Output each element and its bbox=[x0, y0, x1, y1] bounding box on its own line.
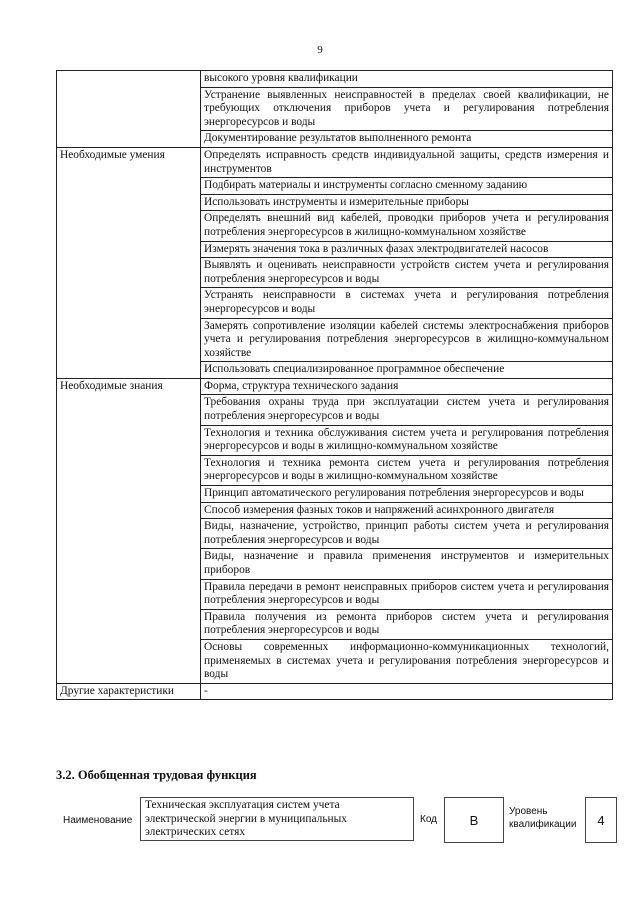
row-group-label: Необходимые умения bbox=[57, 147, 201, 378]
row-text: Правила получения из ремонта приборов систем учета и регулирования потребления энергоресурсов и воды bbox=[201, 609, 613, 639]
row-text: Устранение выявленных неисправностей в пределах своей квалификации, не требующих отключения приборов учета и регулирования потребления энергоресурсов и воды bbox=[201, 87, 613, 131]
name-label: Наименование bbox=[63, 815, 133, 826]
row-text: Требования охраны труда при эксплуатации систем учета и регулирования потребления энергоресурсов и воды bbox=[201, 395, 613, 425]
row-text: Выявлять и оценивать неисправности устройств систем учета и регулирования потребления энергоресурсов и воды bbox=[201, 258, 613, 288]
function-code-field: B bbox=[444, 797, 504, 843]
row-text: высокого уровня квалификации bbox=[201, 71, 613, 88]
row-text: Виды, назначение и правила применения инструментов и измерительных приборов bbox=[201, 549, 613, 579]
row-text: Способ измерения фазных токов и напряжений асинхронного двигателя bbox=[201, 502, 613, 519]
row-text: Основы современных информационно-коммуникационных технологий, применяемых в системах учета и регулирования потребления энергоресурсов и воды bbox=[201, 639, 613, 683]
page-number: 9 bbox=[317, 44, 323, 56]
row-text: Устранять неисправности в системах учета и регулирования потребления энергоресурсов и воды bbox=[201, 288, 613, 318]
row-text: Использовать инструменты и измерительные приборы bbox=[201, 194, 613, 211]
code-label: Код bbox=[420, 814, 438, 825]
row-text: Документирование результатов выполненного ремонта bbox=[201, 131, 613, 148]
row-group-label bbox=[57, 71, 201, 148]
table-row bbox=[57, 378, 613, 395]
row-text: - bbox=[201, 683, 613, 700]
table-row bbox=[57, 71, 613, 88]
table-row bbox=[57, 147, 613, 177]
row-text: Правила передачи в ремонт неисправных приборов систем учета и регулирования потребления энергоресурсов и воды bbox=[201, 579, 613, 609]
row-text: Определять исправность средств индивидуальной защиты, средств измерения и инструментов bbox=[201, 147, 613, 177]
level-label-line1: Уровень bbox=[509, 806, 548, 817]
qualification-level-field: 4 bbox=[585, 797, 617, 843]
table-row bbox=[57, 683, 613, 700]
row-text: Определять внешний вид кабелей, проводки приборов учета и регулирования потребления энергоресурсов в жилищно-коммунальном хозяйстве bbox=[201, 211, 613, 241]
row-text: Технология и техника ремонта систем учета и регулирования потребления энергоресурсов и воды в жилищно-коммунальном хозяйстве bbox=[201, 455, 613, 485]
row-text: Использовать специализированное программное обеспечение bbox=[201, 362, 613, 379]
row-text: Замерять сопротивление изоляции кабелей системы электроснабжения приборов учета и регулирования потребления энергоресурсов в жилищно-коммунальном хозяйстве bbox=[201, 318, 613, 362]
level-label-line2: квалификации bbox=[509, 819, 577, 830]
row-text: Измерять значения тока в различных фазах электродвигателей насосов bbox=[201, 241, 613, 258]
competency-table bbox=[56, 70, 613, 700]
row-text: Технология и техника обслуживания систем учета и регулирования потребления энергоресурсов и воды в жилищно-коммунальном хозяйстве bbox=[201, 425, 613, 455]
row-group-label: Необходимые знания bbox=[57, 378, 201, 683]
row-text: Подбирать материалы и инструменты согласно сменному заданию bbox=[201, 178, 613, 195]
row-group-label: Другие характеристики bbox=[57, 683, 201, 700]
row-text: Виды, назначение, устройство, принцип работы систем учета и регулирования потребления энергоресурсов и воды bbox=[201, 519, 613, 549]
section-title: 3.2. Обобщенная трудовая функция bbox=[56, 768, 257, 782]
row-text: Форма, структура технического задания bbox=[201, 378, 613, 395]
row-text: Принцип автоматического регулирования потребления энергоресурсов и воды bbox=[201, 486, 613, 503]
function-name-field: Техническая эксплуатация систем учета электрической энергии в муниципальных электрических сетях bbox=[140, 797, 414, 841]
